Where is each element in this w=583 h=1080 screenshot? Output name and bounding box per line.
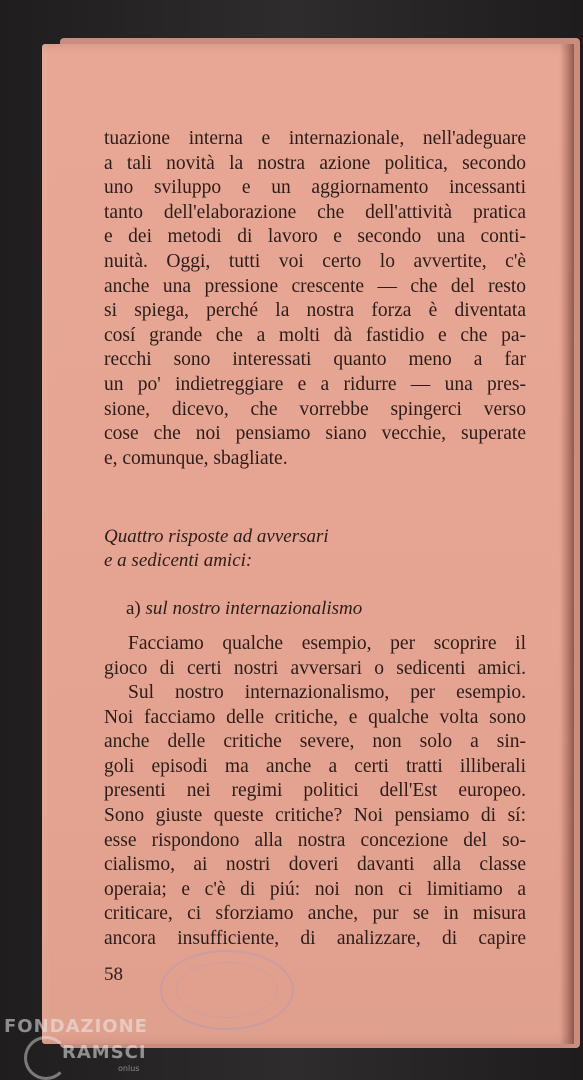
text-line: anche delle critiche severe, non solo a sin- [104, 731, 526, 753]
text-line: Sul nostro internazionalismo, per esempio. [128, 682, 526, 703]
section-heading [104, 525, 526, 573]
subsection-title: sul nostro internazionalismo [145, 598, 363, 619]
text-line: cosí grande che a molti dà fastidio e che pa- [104, 324, 526, 346]
text-line: un po' indietreggiare e a ridurre — una pres- [104, 373, 526, 395]
library-stamp-inner [176, 962, 278, 1018]
page-number: 58 [104, 964, 123, 985]
paragraph-2 [104, 681, 526, 952]
continuation-paragraph [104, 127, 526, 471]
text-line: Facciamo qualche esempio, per scoprire il [128, 633, 526, 654]
section-heading-line: e a sedicenti amici: [104, 550, 253, 571]
text-line: e dei metodi di lavoro e secondo una conti- [104, 226, 526, 248]
text-line: si spiega, perché la nostra forza è diventata [104, 300, 526, 322]
text-line: presenti nei regimi politici dell'Est europeo. [104, 780, 526, 802]
section-heading-line: Quattro risposte ad avversari [104, 526, 329, 547]
text-line: sione, dicevo, che vorrebbe spingerci verso [104, 398, 526, 420]
text-line: esse rispondono alla nostra concezione del so- [104, 829, 526, 851]
watermark-small: onlus [118, 1064, 140, 1073]
text-line: goli episodi ma anche a certi tratti illiberali [104, 755, 526, 777]
text-line: recchi sono interessati quanto meno a far [104, 349, 526, 371]
text-line: a tali novità la nostra azione politica, secondo [104, 152, 526, 174]
text-line: anche una pressione crescente — che del resto [104, 275, 526, 297]
watermark-line2: RAMSCI [62, 1042, 147, 1063]
subsection-heading [104, 597, 526, 621]
subsection-line [104, 597, 526, 621]
text-line: cose che noi pensiamo siano vecchie, superate [104, 423, 526, 445]
text-line: cialismo, ai nostri doveri davanti alla classe [104, 854, 526, 876]
text-line: tuazione interna e internazionale, nell'adeguare [104, 128, 526, 149]
text-line: criticare, ci sforziamo anche, pur se in misura [104, 903, 526, 925]
text-line: gioco di certi nostri avversari o sedicenti amici. [104, 657, 526, 679]
text-line: operaia; e c'è di piú: noi non ci limitiamo a [104, 878, 526, 900]
text-line: tanto dell'elaborazione che dell'attività pratica [104, 201, 526, 223]
page-edge-shadow [560, 44, 574, 1044]
paragraph-1 [104, 632, 526, 681]
library-stamp [160, 950, 294, 1030]
text-line: Sono giuste queste critiche? Noi pensiamo di sí: [104, 804, 526, 826]
text-line: nuità. Oggi, tutti voi certo lo avvertite, c'è [104, 250, 526, 272]
text-line: Noi facciamo delle critiche, e qualche volta sono [104, 706, 526, 728]
text-line: e, comunque, sbagliate. [104, 447, 288, 469]
text-line: ancora insufficiente, di analizzare, di capire [104, 927, 526, 949]
watermark-line1: FONDAZIONE [4, 1016, 148, 1037]
subsection-label: a) [126, 598, 141, 619]
text-line: uno sviluppo e un aggiornamento incessanti [104, 177, 526, 199]
